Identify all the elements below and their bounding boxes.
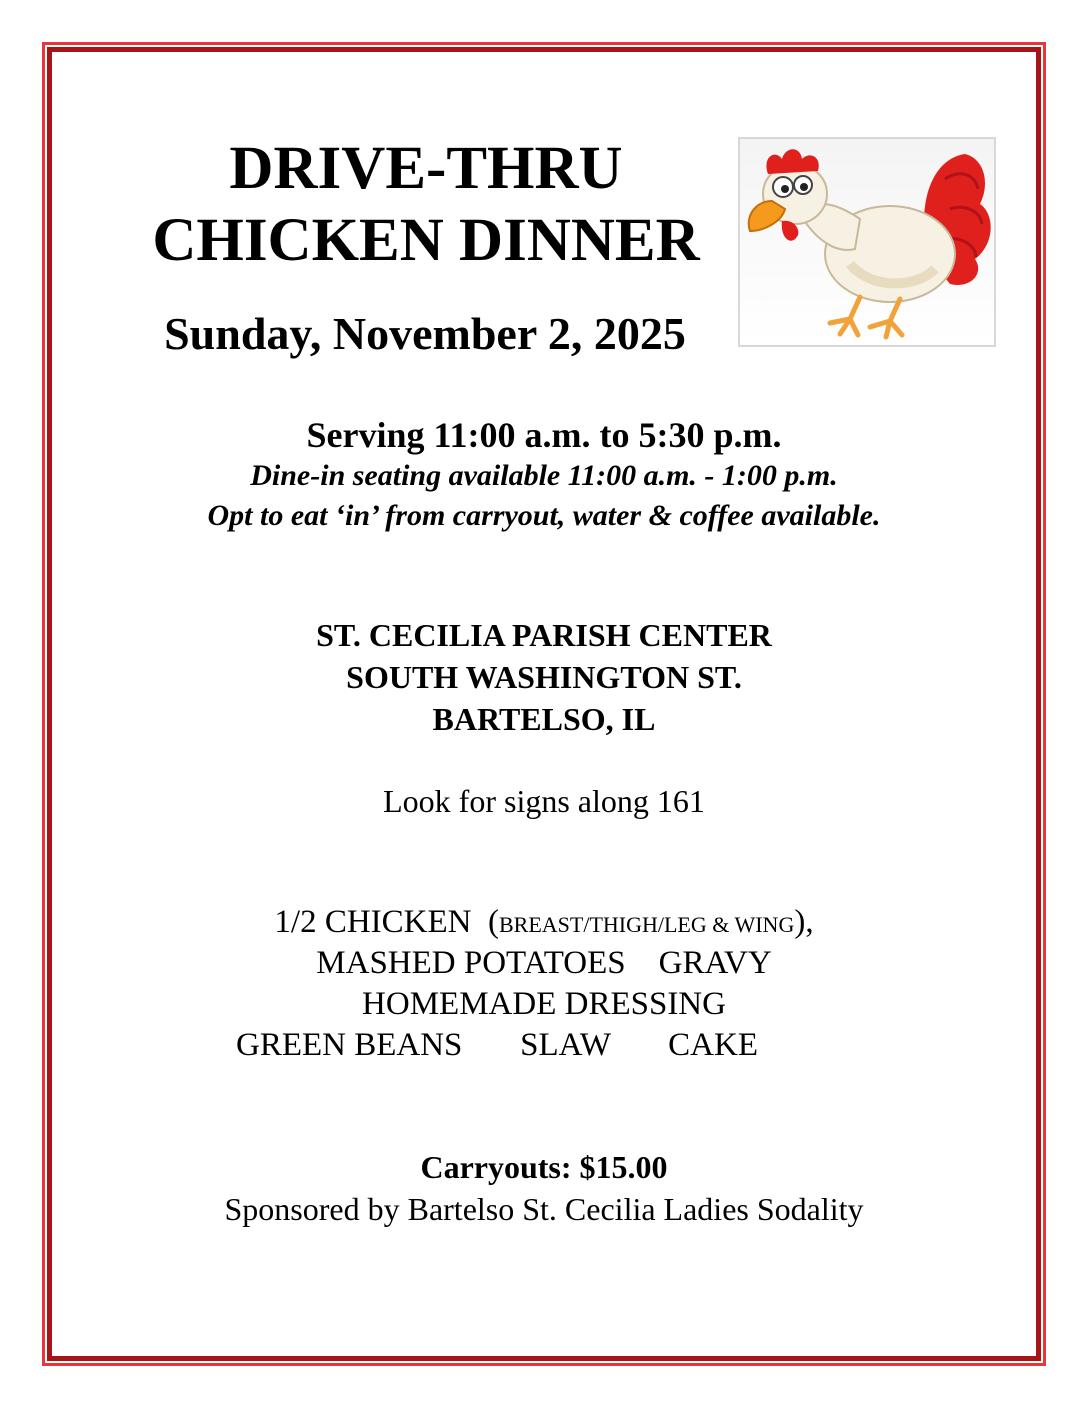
- menu-line-4: GREEN BEANS SLAW CAKE: [235, 1027, 758, 1063]
- location-name: ST. CECILIA PARISH CENTER: [316, 617, 772, 653]
- menu-line-2: MASHED POTATOES GRAVY: [316, 945, 772, 981]
- title-line-1: DRIVE-THRU: [229, 135, 623, 202]
- menu-chicken: [0, 902, 1088, 945]
- location-street: SOUTH WASHINGTON ST.: [346, 659, 742, 695]
- dine-in-note: Dine-in seating available 11:00 a.m. - 1:00 p.m.: [250, 459, 838, 492]
- chicken-image: [738, 137, 996, 347]
- menu-chicken-detail: BREAST/THIGH/LEG & WING: [498, 912, 795, 937]
- event-date: Sunday, November 2, 2025: [164, 308, 686, 359]
- title-line-2: CHICKEN DINNER: [152, 207, 700, 274]
- rooster-icon: [740, 139, 994, 345]
- serving-hours: Serving 11:00 a.m. to 5:30 p.m.: [306, 415, 782, 455]
- menu-chicken-label: 1/2 CHICKEN (: [274, 904, 499, 940]
- directions: Look for signs along 161: [383, 783, 705, 819]
- menu-line-3: HOMEMADE DRESSING: [362, 986, 726, 1022]
- menu-chicken-end: ),: [794, 904, 814, 940]
- sponsor-line: Sponsored by Bartelso St. Cecilia Ladies Sodality: [224, 1191, 864, 1227]
- location-city: BARTELSO, IL: [432, 701, 656, 737]
- carryout-price: Carryouts: $15.00: [420, 1149, 668, 1185]
- eat-in-note: Opt to eat ‘in’ from carryout, water & coffee available.: [207, 499, 881, 532]
